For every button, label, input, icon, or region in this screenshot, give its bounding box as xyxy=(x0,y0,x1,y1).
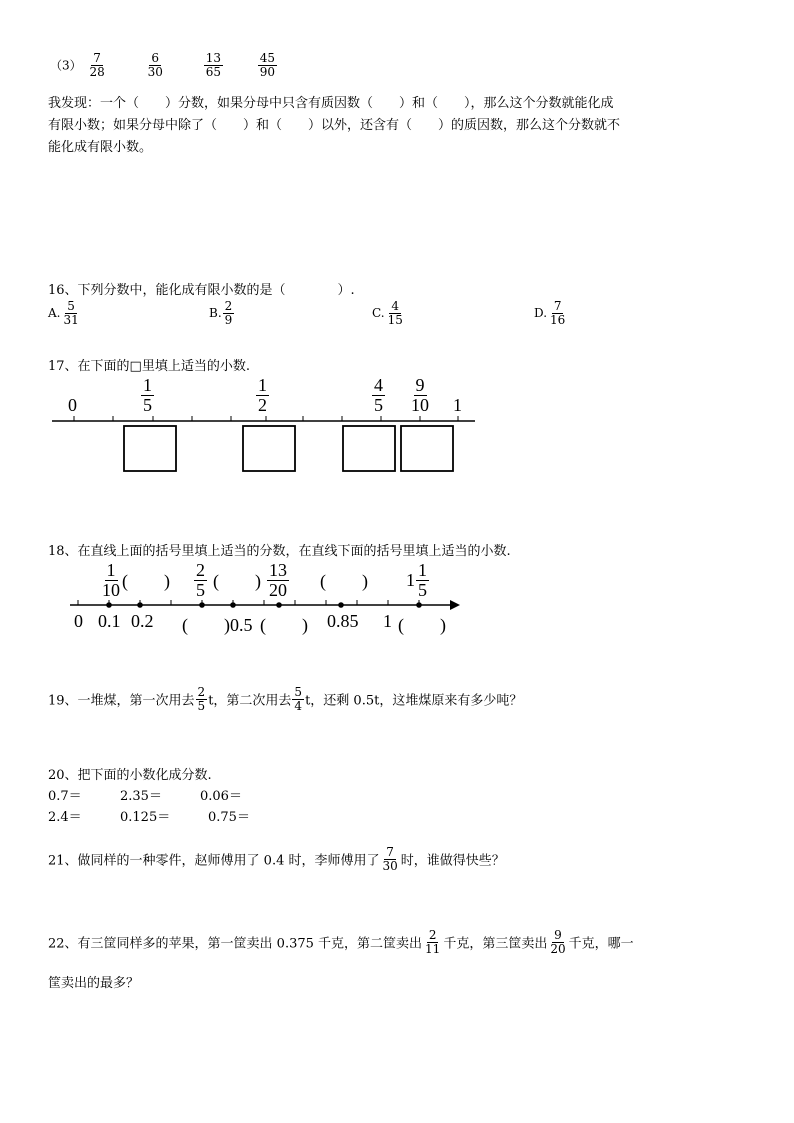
q20-item-2-35: 2.35＝ xyxy=(120,789,162,804)
q20-item-0-125: 0.125＝ xyxy=(120,810,171,825)
q16-option-c: C. $\frac{4}{15}$ xyxy=(372,299,403,327)
q18-bottom-label-paren-0-5: ( )0.5 xyxy=(182,615,253,635)
q17-label-one: 1 xyxy=(453,395,462,415)
q18-top-paren-1: ( ) xyxy=(122,571,170,591)
q20-item-0-75: 0.75＝ xyxy=(208,810,250,825)
q18-frac-2-5: $\frac{2}{5}$ xyxy=(196,560,205,600)
q18-bottom-label-0-85: 0.85 xyxy=(327,611,359,631)
q22-question: 22、有三筐同样多的苹果，第一筐卖出 0.375 千克，第二筐卖出 $\frac{2}{11}$ 千克，第三筐卖出 $\frac{9}{20}$ 千克，哪一 xyxy=(48,928,634,956)
q22-question-line-2: 筐卖出的最多？ xyxy=(48,976,140,991)
q18-question: 18、在直线上面的括号里填上适当的分数，在直线下面的括号里填上适当的小数. xyxy=(48,544,511,559)
q18-bottom-label-0: 0 xyxy=(74,611,83,631)
q20-question: 20、把下面的小数化成分数. xyxy=(48,768,212,783)
q16-option-a: A. $\frac{5}{31}$ xyxy=(48,299,79,327)
q17-label-zero: 0 xyxy=(68,395,77,415)
q17-frac-9-10: $\frac{9}{10}$ xyxy=(411,375,429,415)
q3-text-line-1: 我发现：一个（ ）分数，如果分母中只含有质因数（ ）和（ ），那么这个分数就能化成 xyxy=(48,96,614,111)
q18-frac-13-20: $\frac{13}{20}$ xyxy=(269,560,287,600)
q3-text-line-2: 有限小数；如果分母中除了（ ）和（ ）以外，还含有（ ）的质因数，那么这个分数就不 xyxy=(48,118,621,133)
q18-top-paren-3: ( ) xyxy=(320,571,368,591)
q3-fraction-4: $\frac{45}{90}$ xyxy=(259,51,276,79)
q3-label: （3） xyxy=(50,58,82,73)
q17-frac-1-2: $\frac{1}{2}$ xyxy=(258,375,267,415)
q3-fraction-1: $\frac{7}{28}$ xyxy=(89,51,105,79)
q20-item-0-7: 0.7＝ xyxy=(48,789,82,804)
q16-question: 16、下列分数中，能化成有限小数的是（ ）. xyxy=(48,283,355,298)
q17-frac-4-5: $\frac{4}{5}$ xyxy=(374,375,383,415)
q18-bottom-label-paren-2: ( ) xyxy=(260,615,308,635)
q18-bottom-label-0-2: 0.2 xyxy=(131,611,154,631)
q17-frac-1-5: $\frac{1}{5}$ xyxy=(143,375,152,415)
q18-bottom-label-0-1: 0.1 xyxy=(98,611,121,631)
q21-question: 21、做同样的一种零件，赵师傅用了 0.4 时，李师傅用了 $\frac{7}{30}$ 时，谁做得快些？ xyxy=(48,845,505,873)
q18-frac-1-10: $\frac{1}{10}$ xyxy=(102,560,120,600)
q3-fraction-2: $\frac{6}{30}$ xyxy=(147,51,163,79)
q18-mixed-1-1-5: 1 $\frac{1}{5}$ xyxy=(406,560,427,600)
q17-question: 17、在下面的□里填上适当的小数. xyxy=(48,359,250,374)
q18-bottom-label-paren-3: ( ) xyxy=(398,615,446,635)
q19-question: 19、一堆煤，第一次用去 $\frac{2}{5}$ t，第二次用去 $\frac{5}{4}$ t，还剩 0.5t，这堆煤原来有多少吨？ xyxy=(48,685,523,713)
q18-axis-arrow xyxy=(450,600,460,610)
q16-option-b: B. $\frac{2}{9}$ xyxy=(209,299,233,327)
q3-fraction-3: $\frac{13}{65}$ xyxy=(205,51,221,79)
q20-item-0-06: 0.06＝ xyxy=(200,789,242,804)
q18-bottom-label-1: 1 xyxy=(383,611,392,631)
q3-text-line-3: 能化成有限小数。 xyxy=(48,140,153,155)
q16-option-d: D. $\frac{7}{16}$ xyxy=(534,299,566,327)
q20-item-2-4: 2.4＝ xyxy=(48,810,82,825)
q18-top-paren-2: ( ) xyxy=(213,571,261,591)
